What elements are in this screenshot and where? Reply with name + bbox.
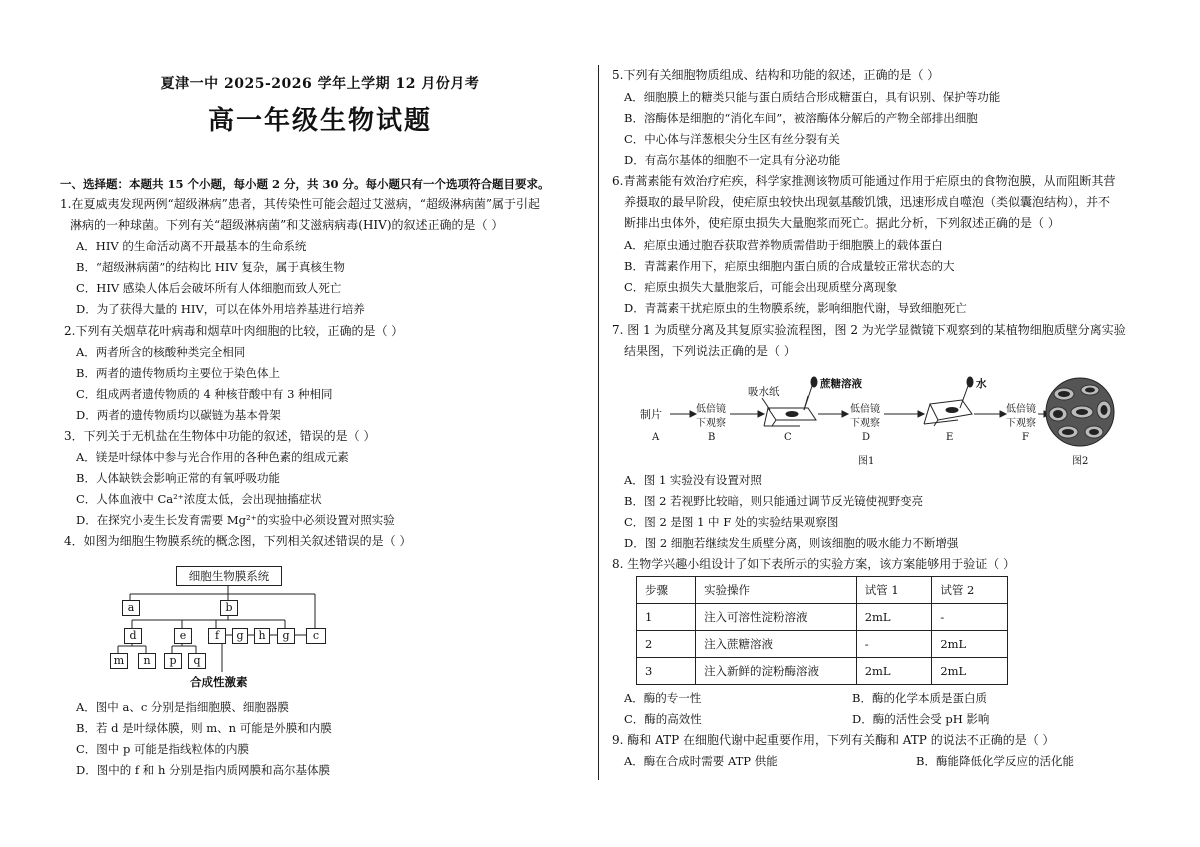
q3-option-a: A．镁是叶绿体中参与光合作用的各种色素的组成元素 — [76, 450, 349, 464]
table-cell: - — [856, 631, 932, 658]
q3-option-d: D．在探究小麦生长发育需要 Mg²⁺的实验中必须设置对照实验 — [76, 513, 395, 527]
q8-option-c: C．酶的高效性 — [624, 712, 702, 726]
q7-option-c: C．图 2 是图 1 中 F 处的实验结果观察图 — [624, 515, 839, 529]
q1-option-b: B．“超级淋病菌”的结构比 HIV 复杂，属于真核生物 — [76, 260, 345, 274]
table-cell: 注入新鲜的淀粉酶溶液 — [696, 658, 857, 685]
q6-option-a: A．疟原虫通过胞吞获取营养物质需借助于细胞膜上的载体蛋白 — [624, 238, 943, 252]
q3-stem: 3．下列关于无机盐在生物体中功能的叙述，错误的是（ ） — [64, 429, 376, 443]
q1-option-d: D．为了获得大量的 HIV，可以在体外用培养基进行培养 — [76, 302, 365, 316]
q7-option-a: A．图 1 实验没有设置对照 — [624, 473, 762, 487]
label-xishuizhi: 吸水纸 — [748, 386, 780, 398]
label-zhetang: 蔗糖溶液 — [820, 378, 862, 390]
q8-option-b: B．酶的化学本质是蛋白质 — [852, 691, 987, 705]
q6-option-b: B．青蒿素作用下，疟原虫细胞内蛋白质的合成量较正常状态的大 — [624, 259, 955, 273]
q6-option-c: C．疟原虫损失大量胞浆后，可能会出现质壁分离现象 — [624, 280, 898, 294]
q8-option-a: A．酶的专一性 — [624, 691, 702, 705]
table-cell: 2mL — [856, 604, 932, 631]
q1-option-c: C．HIV 感染人体后会破坏所有人体细胞而致人死亡 — [76, 281, 342, 295]
q4-option-b: B．若 d 是叶绿体膜，则 m、n 可能是外膜和内膜 — [76, 721, 332, 735]
table-cell: 2mL — [932, 631, 1008, 658]
table-row — [637, 631, 1008, 658]
q7-stem-line1: 7. 图 1 为质壁分离及其复原实验流程图，图 2 为光学显微镜下观察到的某植物细胞质壁分离实验 — [612, 323, 1126, 337]
label-B: B — [708, 432, 716, 443]
diagram-node-g1: g — [232, 628, 248, 644]
table-cell: 2mL — [856, 658, 932, 685]
label-D: D — [862, 432, 871, 443]
q5-stem: 5.下列有关细胞物质组成、结构和功能的叙述，正确的是（ ） — [612, 68, 940, 82]
table-cell: - — [932, 604, 1008, 631]
diagram-node-m: m — [110, 653, 128, 669]
q6-option-d: D．青蒿素干扰疟原虫的生物膜系统，影响细胞代谢，导致细胞死亡 — [624, 301, 967, 315]
label-obs2: 低倍镜 — [850, 404, 880, 415]
diagram-caption: 合成性激素 — [190, 675, 248, 689]
q6-stem-line1: 6.青蒿素能有效治疗疟疾，科学家推测该物质可能通过作用于疟原虫的食物泡膜，从而阻断其营 — [612, 174, 1116, 188]
diagram-node-q: q — [188, 653, 206, 669]
q4-option-c: C．图中 p 可能是指线粒体的内膜 — [76, 742, 249, 756]
q8-stem: 8. 生物学兴趣小组设计了如下表所示的实验方案，该方案能够用于验证（ ） — [612, 557, 1016, 571]
diagram-node-b: b — [220, 600, 238, 616]
membrane-concept-diagram — [110, 560, 340, 695]
table-cell: 2mL — [932, 658, 1008, 685]
label-E: E — [946, 432, 954, 443]
label-F: F — [1022, 432, 1029, 443]
table-header-row — [637, 577, 1008, 604]
label-A: A — [652, 432, 660, 443]
q1-stem-line2: 淋病的一种球菌。下列有关“超级淋病菌”和艾滋病病毒(HIV)的叙述正确的是（ ） — [70, 218, 504, 232]
q4-option-d: D．图中的 f 和 h 分别是指内质网膜和高尔基体膜 — [76, 763, 331, 777]
q4-option-a: A．图中 a、c 分别是指细胞膜、细胞器膜 — [76, 700, 289, 714]
diagram-node-f: f — [208, 628, 226, 644]
q2-stem: 2.下列有关烟草花叶病毒和烟草叶肉细胞的比较，正确的是（ ） — [64, 324, 404, 338]
q6-stem-line2: 养摄取的最早阶段，使疟原虫较快出现氨基酸饥饿，迅速形成自噬泡（类似囊泡结构），并不 — [624, 195, 1111, 209]
q3-option-c: C．人体血液中 Ca²⁺浓度太低，会出现抽搐症状 — [76, 492, 322, 506]
diagram-node-g2: g — [277, 628, 295, 644]
q5-option-d: D．有高尔基体的细胞不一定具有分泌功能 — [624, 153, 841, 167]
table-row — [637, 604, 1008, 631]
q4-stem: 4．如图为细胞生物膜系统的概念图，下列相关叙述错误的是（ ） — [64, 534, 412, 548]
label-zhipian: 制片 — [640, 408, 662, 421]
table-cell: 注入蔗糖溶液 — [696, 631, 857, 658]
q8-experiment-table — [636, 576, 1008, 685]
label-obs1: 低倍镜 — [696, 404, 726, 415]
label-fig1: 图1 — [858, 456, 875, 467]
table-header-cell: 试管 1 — [856, 577, 932, 604]
diagram-root-box: 细胞生物膜系统 — [176, 566, 282, 586]
plasmolysis-flow-figure — [640, 370, 1110, 470]
table-cell: 2 — [637, 631, 696, 658]
diagram-node-n: n — [138, 653, 156, 669]
q3-option-b: B．人体缺铁会影响正常的有氧呼吸功能 — [76, 471, 280, 485]
q1-option-a: A．HIV 的生命活动离不开最基本的生命系统 — [76, 239, 307, 253]
diagram-node-a: a — [122, 600, 140, 616]
q7-option-b: B．图 2 若视野比较暗，则只能通过调节反光镜使视野变亮 — [624, 494, 924, 508]
q5-option-b: B．溶酶体是细胞的“消化车间”，被溶酶体分解后的产物全部排出细胞 — [624, 111, 978, 125]
q9-stem: 9. 酶和 ATP 在细胞代谢中起重要作用，下列有关酶和 ATP 的说法不正确的是（ ） — [612, 733, 1055, 747]
label-obs3: 低倍镜 — [1006, 404, 1036, 415]
table-cell: 注入可溶性淀粉溶液 — [696, 604, 857, 631]
table-cell: 1 — [637, 604, 696, 631]
label-obs3b: 下观察 — [1006, 418, 1036, 429]
label-shui: 水 — [976, 378, 987, 390]
label-fig2: 图2 — [1072, 456, 1089, 467]
q7-stem-line2: 结果图，下列说法正确的是（ ） — [624, 344, 796, 358]
section-heading: 一、选择题：本题共 15 个小题，每小题 2 分，共 30 分。每小题只有一个选项符合题目要求。 — [60, 177, 550, 191]
label-obs1b: 下观察 — [696, 418, 726, 429]
q9-option-a: A．酶在合成时需要 ATP 供能 — [624, 754, 778, 768]
exam-title: 高一年级生物试题 — [207, 106, 432, 136]
q8-option-d: D．酶的活性会受 pH 影响 — [852, 712, 990, 726]
diagram-node-h: h — [254, 628, 270, 644]
q5-option-c: C．中心体与洋葱根尖分生区有丝分裂有关 — [624, 132, 840, 146]
label-obs2b: 下观察 — [850, 418, 880, 429]
q1-stem-line1: 1.在夏威夷发现两例“超级淋病”患者，其传染性可能会超过艾滋病，“超级淋病菌”属于引起 — [60, 197, 540, 211]
q2-option-d: D．两者的遗传物质均以碳链为基本骨架 — [76, 408, 281, 422]
q7-option-d: D．图 2 细胞若继续发生质壁分离，则该细胞的吸水能力不断增强 — [624, 536, 959, 550]
exam-header: 夏津一中 2025-2026 学年上学期 12 月份月考 — [160, 76, 480, 92]
diagram-node-e: e — [174, 628, 192, 644]
label-C: C — [784, 432, 792, 443]
q6-stem-line3: 断排出虫体外，使疟原虫损失大量胞浆而死亡。据此分析，下列叙述正确的是（ ） — [624, 216, 1060, 230]
q2-option-b: B．两者的遗传物质均主要位于染色体上 — [76, 366, 280, 380]
diagram-node-d: d — [124, 628, 142, 644]
diagram-node-c: c — [306, 628, 326, 644]
q2-option-a: A．两者所含的核酸种类完全相同 — [76, 345, 246, 359]
q9-option-b: B．酶能降低化学反应的活化能 — [916, 754, 1074, 768]
diagram-node-p: p — [164, 653, 182, 669]
table-cell: 3 — [637, 658, 696, 685]
table-header-cell: 实验操作 — [696, 577, 857, 604]
q2-option-c: C．组成两者遗传物质的 4 种核苷酸中有 3 种相同 — [76, 387, 333, 401]
table-header-cell: 试管 2 — [932, 577, 1008, 604]
q5-option-a: A．细胞膜上的糖类只能与蛋白质结合形成糖蛋白，具有识别、保护等功能 — [624, 90, 1001, 104]
table-header-cell: 步骤 — [637, 577, 696, 604]
table-row — [637, 658, 1008, 685]
column-divider — [598, 65, 599, 780]
